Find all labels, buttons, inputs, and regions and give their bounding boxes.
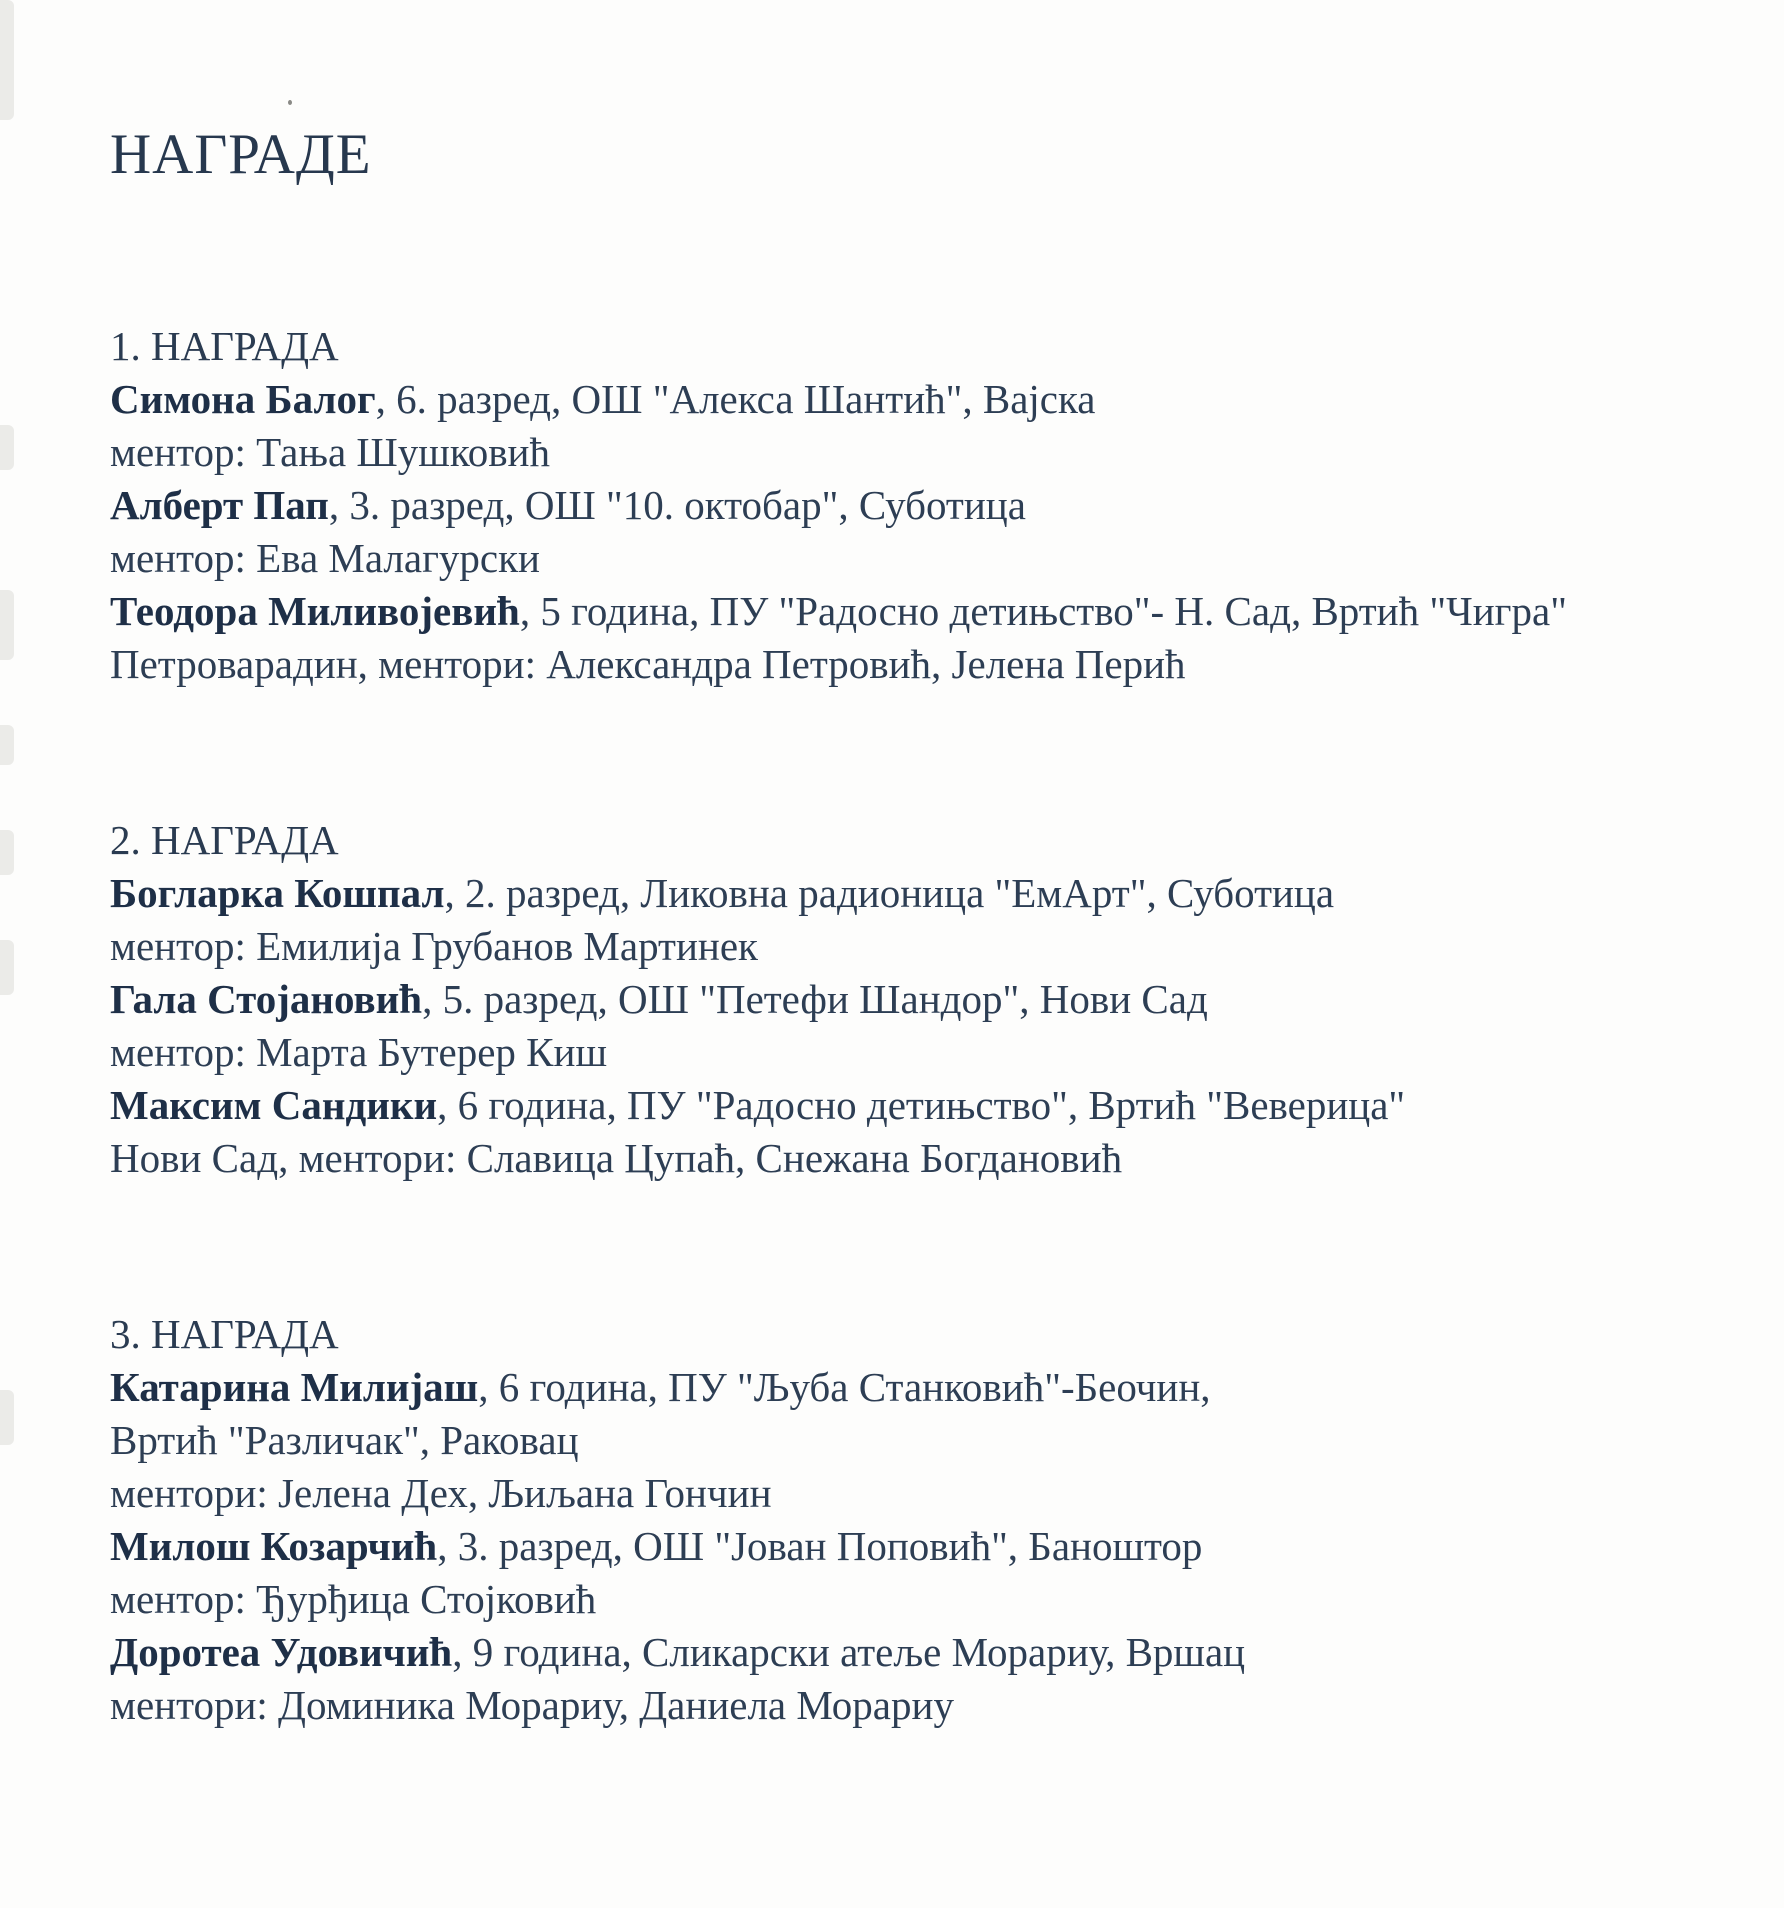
document-content [110,122,1670,1732]
mentor-line: ментор: Ђурђица Стојковић [110,1576,597,1622]
winner-details: , 2. разред, Ликовна радионица "ЕмАрт", Суботица [444,870,1335,916]
award-entry-line [110,1520,1670,1573]
winner-name: Гала Стојановић [110,976,423,1022]
winner-name: Симона Балог [110,376,376,422]
mentor-line: ментор: Марта Бутерер Киш [110,1029,608,1075]
page-title: НАГРАДЕ [110,123,372,186]
award-entry-line [110,1079,1670,1132]
mentor-line: ментори: Доминика Морариу, Даниела Морариу [110,1682,954,1728]
winner-details: , 6. разред, ОШ "Алекса Шантић", Вајска [375,376,1096,422]
award-section-1 [110,320,1670,691]
mentor-line: ментор: Емилија Грубанов Мартинек [110,923,758,969]
winner-name: Богларка Кошпал [110,870,445,916]
winner-name: Милош Козарчић [110,1523,438,1569]
winner-name: Алберт Пап [110,482,329,528]
award-entry-line [110,373,1670,426]
winner-details: , 9 година, Сликарски атеље Морариу, Вршац [452,1629,1246,1675]
winner-name: Катарина Милијаш [110,1364,479,1410]
winner-name: Теодора Миливојевић [110,588,520,634]
scan-speck [288,100,292,105]
award-entry-line [110,1361,1670,1414]
section-heading: 3. НАГРАДА [110,1311,339,1357]
section-heading: 1. НАГРАДА [110,323,339,369]
award-section-3 [110,1308,1670,1732]
scan-edge-smudge [0,1390,14,1445]
award-entry-line [110,479,1670,532]
scan-edge-smudge [0,0,14,120]
awards-list [110,320,1670,1732]
section-heading: 2. НАГРАДА [110,817,339,863]
winner-details: , 5. разред, ОШ "Петефи Шандор", Нови Сад [422,976,1208,1022]
winner-name: Максим Сандики [110,1082,438,1128]
winner-details: , 3. разред, ОШ "Јован Поповић", Баноштор [437,1523,1203,1569]
winner-name: Доротеа Удовичић [110,1629,453,1675]
scan-edge-smudge [0,940,14,995]
mentor-line: ментори: Јелена Дех, Љиљана Гончин [110,1470,772,1516]
mentor-line: ментор: Тања Шушковић [110,429,550,475]
scan-edge-smudge [0,830,14,875]
scan-edge-smudge [0,725,14,765]
scan-edge-smudge [0,590,14,660]
winner-details: , 5 година, ПУ "Радосно детињство"- Н. Сад, Вртић "Чигра" [519,588,1567,634]
award-entry-line [110,585,1670,638]
mentor-line: Вртић "Различак", Раковац [110,1417,579,1463]
award-section-2 [110,814,1670,1185]
winner-details: , 6 година, ПУ "Љуба Станковић"-Беочин, [478,1364,1211,1410]
winner-details: , 3. разред, ОШ "10. октобар", Суботица [328,482,1026,528]
mentor-line: Нови Сад, ментори: Славица Цупаћ, Снежана Богдановић [110,1135,1123,1181]
award-entry-line [110,867,1670,920]
mentor-line: ментор: Ева Малагурски [110,535,540,581]
award-entry-line [110,973,1670,1026]
mentor-line: Петроварадин, ментори: Александра Петровић, Јелена Перић [110,641,1186,687]
winner-details: , 6 година, ПУ "Радосно детињство", Вртић "Веверица" [437,1082,1406,1128]
scan-edge-smudge [0,425,14,470]
award-entry-line [110,1626,1670,1679]
